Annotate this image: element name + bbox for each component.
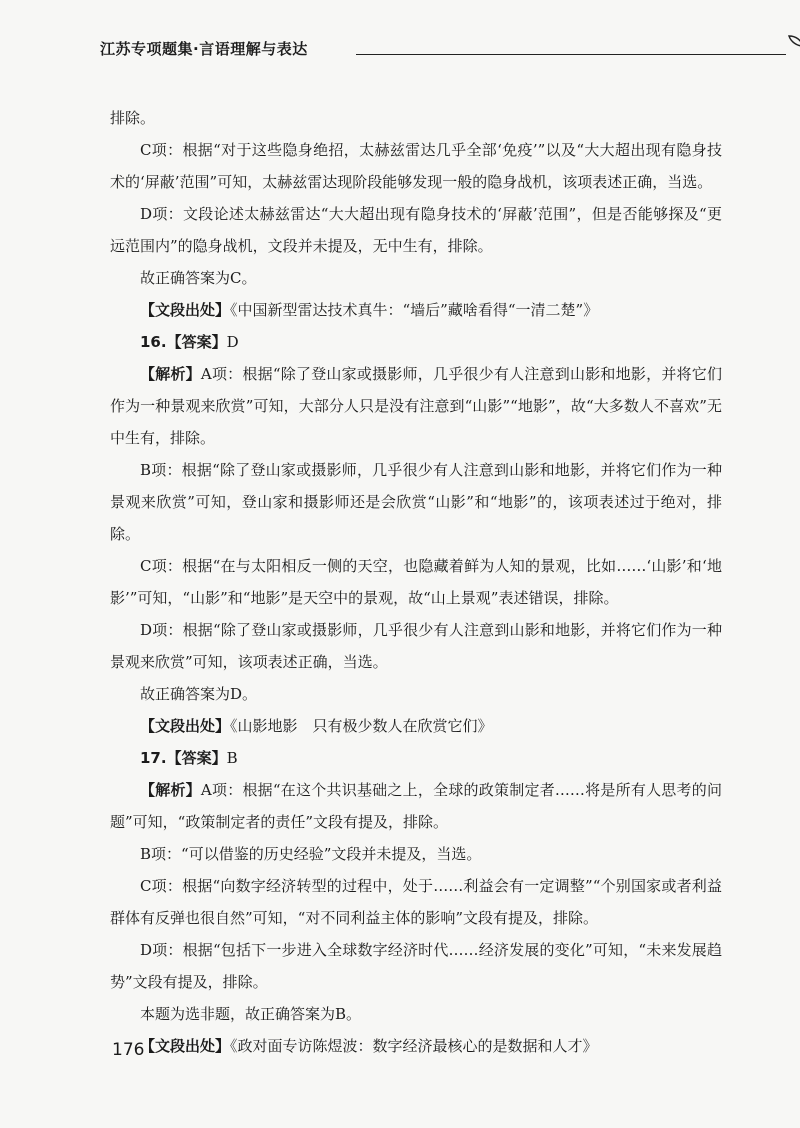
- paragraph-tag: 【解析】: [140, 781, 201, 799]
- paragraph-tag: 【文段出处】: [140, 717, 231, 735]
- paragraph-text: B: [226, 749, 238, 767]
- header-rule: [356, 54, 786, 55]
- paragraph-p16: [110, 870, 722, 934]
- paragraph-p18: [110, 998, 722, 1030]
- paragraph-p9: [110, 550, 722, 614]
- paragraph-text: 本题为选非题，故正确答案为B。: [140, 1005, 362, 1023]
- paragraph-tag: 17.【答案】: [140, 749, 227, 767]
- paragraph-tag: 16.【答案】: [140, 333, 227, 351]
- paragraph-text: 排除。: [110, 109, 156, 127]
- paragraph-text: D项：文段论述太赫兹雷达“大大超出现有隐身技术的‘屏蔽’范围”，但是否能够探及“更远范围内”的隐身战机，文段并未提及，无中生有，排除。: [110, 205, 722, 255]
- paragraph-p3: [110, 198, 722, 262]
- paragraph-text: D: [226, 333, 239, 351]
- paragraph-p5: [110, 294, 722, 326]
- paragraph-p12: [110, 710, 722, 742]
- paragraph-p6: [110, 326, 722, 358]
- paragraph-text: A项：根据“除了登山家或摄影师，几乎很少有人注意到山影和地影，并将它们作为一种景观来欣赏”可知，大部分人只是没有注意到“山影”“地影”，故“大多数人不喜欢”无中生有，排除。: [110, 365, 722, 447]
- answer-explanations: [110, 102, 722, 1062]
- running-header-title: 江苏专项题集·言语理解与表达: [100, 40, 308, 58]
- paragraph-text: 《中国新型雷达技术真牛：“墙后”藏啥看得“一清二楚”》: [230, 301, 599, 319]
- paragraph-text: C项：根据“对于这些隐身绝招，太赫兹雷达几乎全部‘免疫’”以及“大大超出现有隐身技术的‘屏蔽’范围”可知，太赫兹雷达现阶段能够发现一般的隐身战机，该项表述正确，当选。: [110, 141, 722, 191]
- paragraph-text: 故正确答案为C。: [140, 269, 257, 287]
- paragraph-text: C项：根据“在与太阳相反一侧的天空，也隐藏着鲜为人知的景观，比如……‘山影’和‘地影’”可知，“山影”和“地影”是天空中的景观，故“山上景观”表述错误，排除。: [110, 557, 722, 607]
- paragraph-tag: 【文段出处】: [140, 301, 231, 319]
- paragraph-p13: [110, 742, 722, 774]
- paragraph-p10: [110, 614, 722, 678]
- paragraph-p1: [110, 102, 722, 134]
- paragraph-tag: 【文段出处】: [140, 1037, 231, 1055]
- paragraph-p15: [110, 838, 722, 870]
- paragraph-text: B项：根据“除了登山家或摄影师，几乎很少有人注意到山影和地影，并将它们作为一种景观来欣赏”可知，登山家和摄影师还是会欣赏“山影”和“地影”的，该项表述过于绝对，排除。: [110, 461, 722, 543]
- paragraph-text: A项：根据“在这个共识基础之上，全球的政策制定者……将是所有人思考的问题”可知，“政策制定者的责任”文段有提及，排除。: [110, 781, 722, 831]
- paragraph-p17: [110, 934, 722, 998]
- paragraph-text: 故正确答案为D。: [140, 685, 258, 703]
- paragraph-text: C项：根据“向数字经济转型的过程中，处于……利益会有一定调整”“个别国家或者利益群体有反弹也很自然”可知，“对不同利益主体的影响”文段有提及，排除。: [110, 877, 722, 927]
- sprout-icon: [785, 34, 800, 60]
- paragraph-p2: [110, 134, 722, 198]
- paragraph-text: D项：根据“除了登山家或摄影师，几乎很少有人注意到山影和地影，并将它们作为一种景观来欣赏”可知，该项表述正确，当选。: [110, 621, 722, 671]
- paragraph-tag: 【解析】: [140, 365, 201, 383]
- paragraph-p11: [110, 678, 722, 710]
- paragraph-text: 《山影地影 只有极少数人在欣赏它们》: [230, 717, 493, 735]
- paragraph-p8: [110, 454, 722, 550]
- paragraph-p4: [110, 262, 722, 294]
- paragraph-text: D项：根据“包括下一步进入全球数字经济时代……经济发展的变化”可知，“未来发展趋势”文段有提及，排除。: [110, 941, 722, 991]
- paragraph-p14: [110, 774, 722, 838]
- paragraph-text: 《政对面专访陈煜波：数字经济最核心的是数据和人才》: [230, 1037, 598, 1055]
- running-header: [100, 32, 728, 62]
- paragraph-text: B项：“可以借鉴的历史经验”文段并未提及，当选。: [140, 845, 482, 863]
- page-number: 176: [112, 1040, 145, 1060]
- paragraph-p19: [110, 1030, 722, 1062]
- paragraph-p7: [110, 358, 722, 454]
